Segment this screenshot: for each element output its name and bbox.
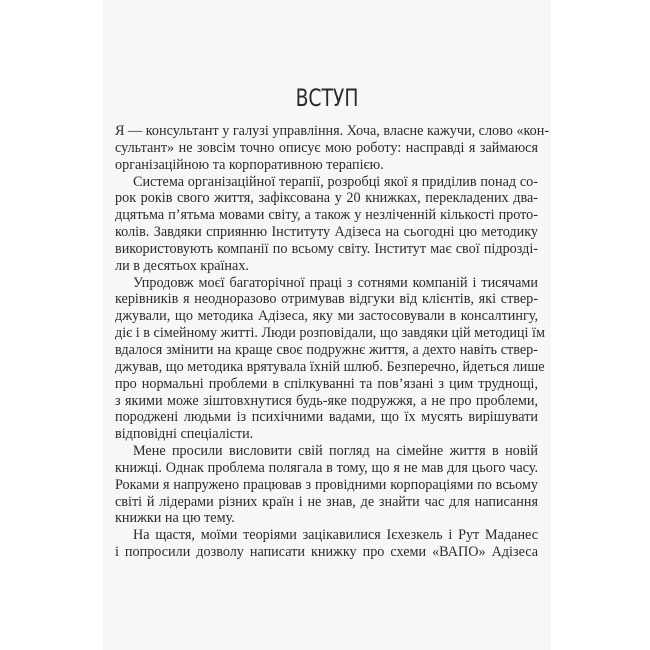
text-line: і попросили дозволу написати книжку про схеми «ВАПО» Адізеса — [115, 544, 538, 561]
text-line: книжки на цю тему. — [115, 510, 235, 527]
text-line: породжені людьми із психічними вадами, що їх мусять вирішувати — [115, 409, 538, 426]
text-line: Упродовж моєї багаторічної праці з сотнями компаній і тисячами — [133, 274, 538, 291]
text-line: про нормальні проблеми в спілкуванні та пов’язані з цим труднощі, — [115, 375, 538, 392]
text-line: колів. Завдяки сприянню Інституту Адізеса на сьогодні цю методику — [115, 224, 538, 241]
text-line: використовують компанії по всьому світу. Інститут має свої підрозді- — [115, 240, 538, 257]
text-line: Мене просили висловити свій погляд на сімейне життя в новій — [133, 443, 538, 460]
text-line: організаційною та корпоративною терапією. — [115, 156, 384, 173]
text-line: вдалося змінити на краще своє подружнє життя, а дехто навіть ствер- — [115, 341, 538, 358]
text-line: Я — консультант у галузі управління. Хоча, власне кажучи, слово «кон- — [115, 123, 550, 139]
chapter-heading: ВСТУП — [295, 84, 359, 112]
text-line: з якими може зіштовхнутися будь-яке подружжя, а не про проблеми, — [115, 392, 538, 409]
book-page — [103, 0, 551, 650]
text-line: сультант» не зовсім точно описує мою роботу: насправді я займаюся — [115, 139, 538, 156]
text-line: рок років свого життя, зафіксована у 20 книжках, перекладених два- — [115, 190, 538, 207]
text-line: дцятьма п’ятьма мовами світу, а також у незліченній кількості прото- — [115, 207, 538, 224]
text-line: На щастя, моїми теоріями зацікавилися Ієхезкель і Рут Маданес — [133, 527, 538, 544]
text-line: ли в десятьох країнах. — [115, 257, 249, 274]
text-line: джував, що методика врятувала їхній шлюб. Безперечно, йдеться лише — [115, 358, 545, 375]
text-line: Система організаційної терапії, розробці якої я приділив понад со- — [133, 173, 538, 190]
text-line: світі й лідерами різних країн і не знав, де знайти час для написання — [115, 493, 538, 510]
text-line: джували, що методика Адізеса, яку ми застосовували в консалтингу, — [115, 308, 538, 325]
text-line: книжці. Однак проблема полягала в тому, що я не мав для цього часу. — [115, 459, 538, 476]
text-line: керівників я неодноразово отримував відгуки від клієнтів, які ствер- — [115, 291, 538, 308]
text-line: Роками я напружено працював з провідними корпораціями по всьому — [115, 476, 538, 493]
text-line: діє і в сімейному житті. Люди розповідали, що завдяки цій методиці їм — [115, 325, 545, 342]
body-text — [115, 123, 550, 561]
text-line: відповідні спеціалісти. — [115, 426, 254, 443]
